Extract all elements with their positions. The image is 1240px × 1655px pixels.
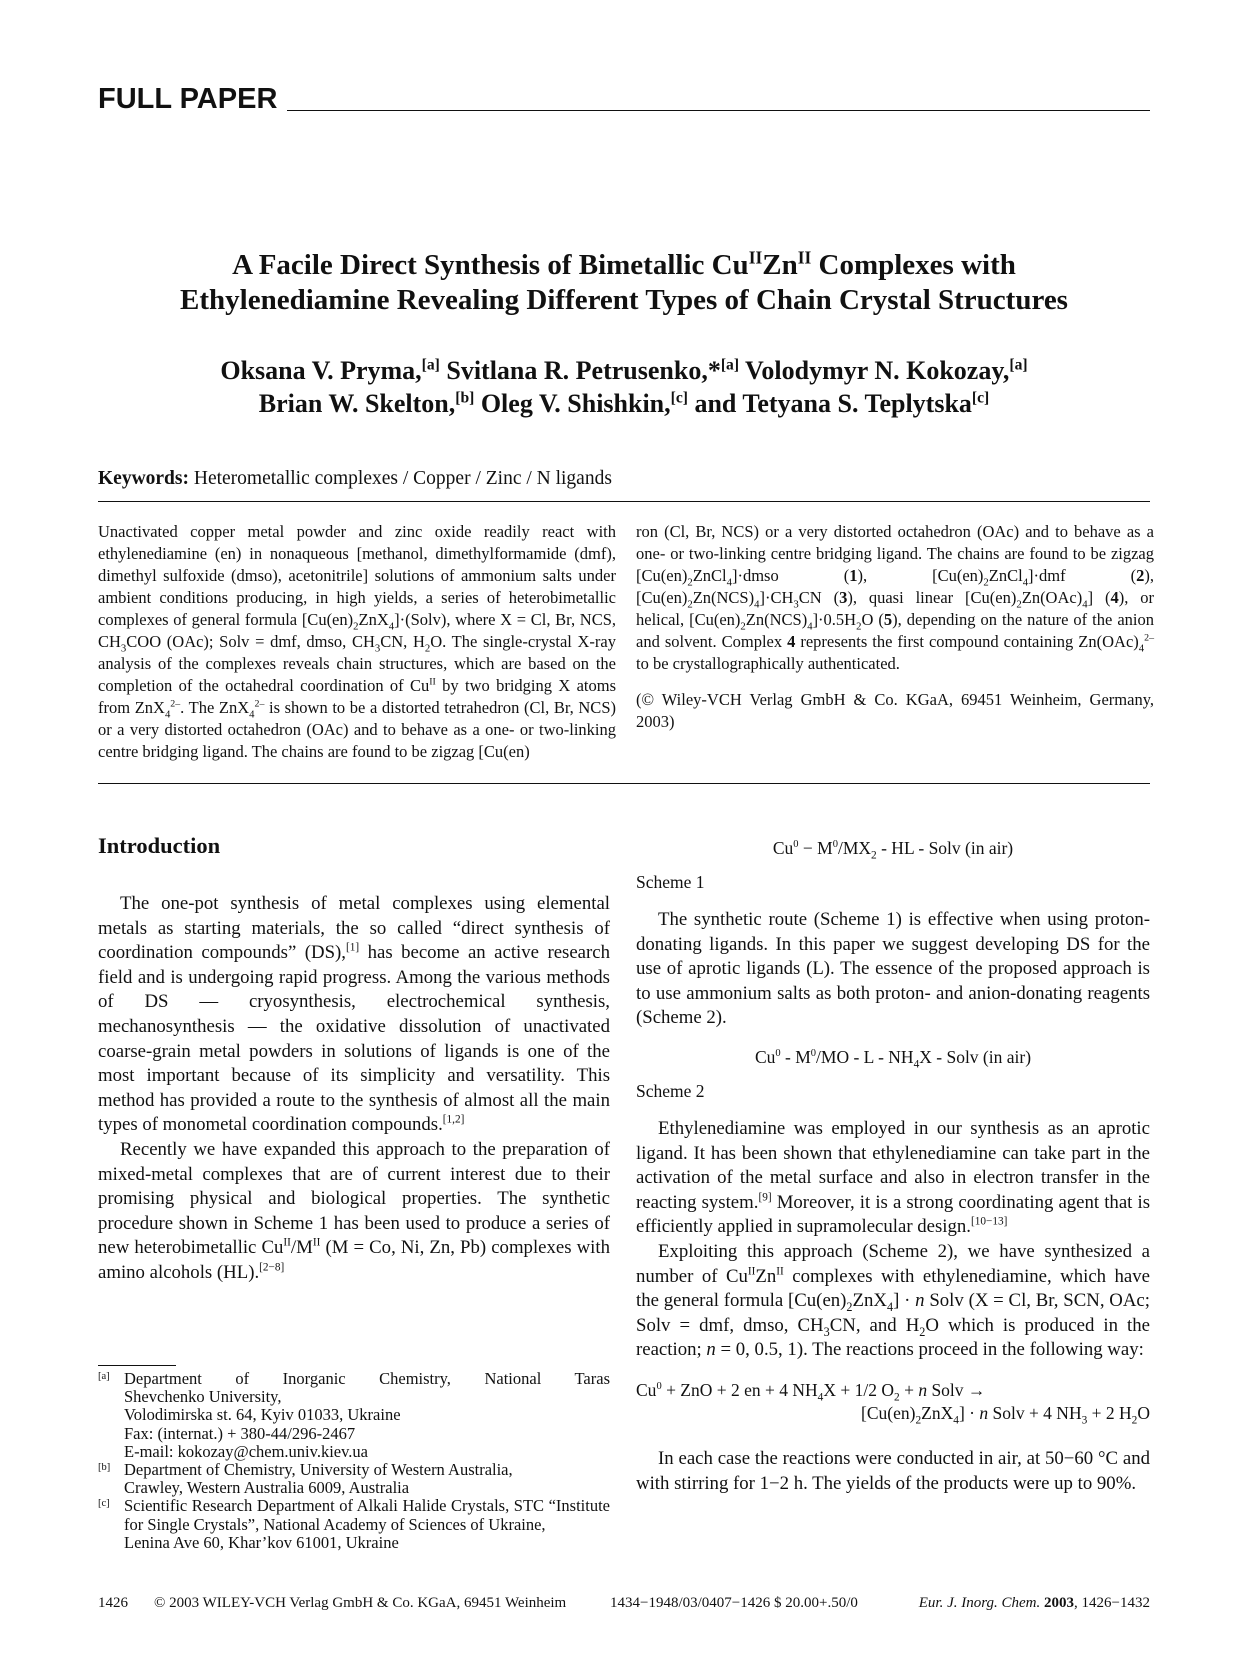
right-paragraph-1: The synthetic route (Scheme 1) is effective when using proton-donating ligands. In this paper we suggest developing DS for the use of aprotic ligands (L). The essence of the proposed approach is to use ammonium salts as both proton- and anion-donating reagents (Scheme 2). xyxy=(636,909,1150,1029)
abstract-top-rule xyxy=(98,501,1150,502)
scheme-1-equation: $Cu^0 - M^0/MX_2$ - HL - Solv (in air) xyxy=(772,838,1014,862)
author-list: Oksana V. Pryma,[a] Svitlana R. Petrusenko,*[a] Volodymyr N. Kokozay,[a] Brian W. Skelton,[b] Oleg V. Shishkin,[c] and Tetyana S. Teplytska[c] xyxy=(220,356,1028,418)
section-header xyxy=(98,78,1150,114)
footer-issn: 1434−1948/03/0407−1426 $ 20.00+.50/0 xyxy=(610,1595,858,1611)
right-paragraph-2: Ethylenediamine was employed in our synthesis as an aprotic ligand. It has been shown that ethylenediamine can take part in the activation of the metal surface and also in electron transfer in the reacting system.[9] Moreover, it is a strong coordinating agent that is efficiently applied in supramolecular design.[10−13] xyxy=(636,1117,1150,1238)
footnotes xyxy=(98,1370,610,1552)
right-paragraph-4: In each case the reactions were conducted in air, at 50−60 °C and with stirring for 1−2 h. The yields of the products were up to 90%. xyxy=(636,1447,1150,1494)
article-title: A Facile Direct Synthesis of Bimetallic $Cu^{II}Zn^{II}$ Complexes with Ethylenediamine Revealing Different Types of Chain Crystal Structures xyxy=(180,247,1068,316)
introduction-heading: Introduction xyxy=(98,833,221,858)
footer-copyright: © 2003 WILEY-VCH Verlag GmbH & Co. KGaA, 69451 Weinheim xyxy=(154,1595,567,1611)
contact-email[interactable]: E-mail: kokozay@chem.univ.kiev.ua xyxy=(124,1441,368,1461)
keywords xyxy=(98,466,1150,492)
footer-citation: Eur. J. Inorg. Chem. 2003, 1426−1432 xyxy=(918,1595,1150,1611)
scheme-1-label: Scheme 1 xyxy=(636,872,705,892)
intro-paragraph-2: Recently we have expanded this approach to the preparation of mixed-metal complexes that are of current interest due to their promising physical and biological properties. The synthetic procedure shown in Scheme 1 has been used to produce a series of new heterobimetallic $Cu^{II}/M^{II}$ (M = Co, Ni, Zn, Pb) complexes with amino alcohols (HL).[2−8] xyxy=(98,1138,610,1283)
scheme-2-equation: $Cu^0 - M^0/MO$ - L - $NH_4X$ - Solv (in air) xyxy=(754,1046,1032,1071)
scheme-2-label: Scheme 2 xyxy=(636,1080,705,1101)
right-column xyxy=(636,836,1150,1496)
footnote-c: [c] Scientific Research Department of Alkali Halide Crystals, STC “Institute for Single Crystals”, National Academy of Sciences of Ukraine, Lenina Ave 60, Khar’kov 61001, Ukraine xyxy=(98,1496,610,1552)
abstract-text-part1: Unactivated copper metal powder and zinc oxide readily react with ethylenediamine (en) in nonaqueous [methanol, dimethylformamide (dmf), dimethyl sulfoxide (dmso), acetonitrile] solutions of ammonium salts under ambient conditions producing, in high yields, a series of heterobimetallic complexes of general formula $[Cu(en)_2ZnX_4]\cdot(Solv)$, where X = Cl, Br, NCS, $CH_3COO$ (OAc); Solv = dmf, dmso, $CH_3CN$, $H_2O$. The single-crystal X-ray analysis of the complexes reveals chain structures, which are based on the completion of the octahedral coordination of $Cu^{II}$ by two bridging X atoms from ZnX$_4^{2-}$. The ZnX$_4^{2-}$ is shown to be a distorted tetrahedron (Cl, Br, NCS) or a very distorted octahedron (OAc) and to behave as a one- or two-linking centre bridging ligand. The chains are found to be zigzag [Cu(en) xyxy=(98,522,617,761)
header-rule xyxy=(287,110,1150,111)
reaction-equation-line-1: $Cu^0$ + ZnO + 2 en + 4 $NH_4X + 1/2$ $O_2 + n$ Solv → xyxy=(636,1379,986,1404)
right-paragraph-3: Exploiting this approach (Scheme 2), we have synthesized a number of $Cu^{II}Zn^{II}$ complexes with ethylenediamine, which have the general formula $[Cu(en)_2ZnX_4] \cdot n$ Solv (X = Cl, Br, SCN, OAc; Solv = dmf, dmso, $CH_3CN$, and $H_2O$ which is produced in the reaction; n = 0, 0.5, 1). The reactions proceed in the following way: xyxy=(636,1240,1150,1361)
introduction-column xyxy=(98,892,610,1286)
footnote-rule xyxy=(98,1365,176,1366)
footnote-a: [a] Department of Inorganic Chemistry, National Taras Shevchenko University, Volodimirska st. 64, Kyiv 01033, Ukraine Fax: (internat.) + 380-44/296-2467 E-mail: kokozay@chem.univ.kiev.ua xyxy=(98,1369,610,1461)
full-paper-label: FULL PAPER xyxy=(98,83,278,115)
abstract-left-column xyxy=(98,521,616,763)
abstract-right-column-body: ron (Cl, Br, NCS) or a very distorted octahedron (OAc) and to behave as a one- or two-linking centre bridging ligand. The chains are found to be zigzag $[Cu(en)_2ZnCl_4]\cdot dmso$ (1), $[Cu(en)_2ZnCl_4]\cdot dmf$ (2), $[Cu(en)_2Zn(NCS)_4]\cdot CH_3CN$ (3), quasi linear $[Cu(en)_2Zn(OAc)_4]$ (4), or helical, $[Cu(en)_2Zn(NCS)_4]\cdot 0.5H_2O$ (5), depending on the nature of the anion and solvent. Complex 4 represents the first compound containing $Zn(OAc)_4^{2-}$ to be crystallographically authenticated. (© Wiley-VCH Verlag GmbH & Co. KGaA, 69451 Weinheim, Germany, 2003) xyxy=(636,522,1155,731)
keywords-label: Keywords: xyxy=(98,468,189,489)
footnote-b: [b] Department of Chemistry, University of Western Australia, Crawley, Western Australia 6009, Australia xyxy=(98,1460,513,1498)
abstract-bottom-rule xyxy=(98,783,1150,784)
abstract-copyright: (© Wiley-VCH Verlag GmbH & Co. KGaA, 69451 Weinheim, Germany, 2003) xyxy=(636,690,1154,731)
reaction-equation-line-2: $[Cu(en)_2ZnX_4] \cdot n$ Solv + 4 $NH_3 + 2$ $H_2O$ xyxy=(861,1402,1150,1427)
page-number: 1426 xyxy=(98,1595,128,1611)
keywords-text: Heterometallic complexes / Copper / Zinc / N ligands xyxy=(189,468,612,489)
intro-paragraph-1: The one-pot synthesis of metal complexes using elemental metals as starting materials, the so called “direct synthesis of coordination compounds” (DS),[1] has become an active research field and is undergoing rapid progress. Among the various methods of DS — cryosynthesis, electrochemical synthesis, mechanosynthesis — the oxidative dissolution of unactivated coarse-grain metal powders in solutions of ligands is one of the most important because of its simplicity and versatility. This method has provided a route to the synthesis of almost all the main types of monometal coordination compounds.[1,2] xyxy=(98,893,610,1136)
